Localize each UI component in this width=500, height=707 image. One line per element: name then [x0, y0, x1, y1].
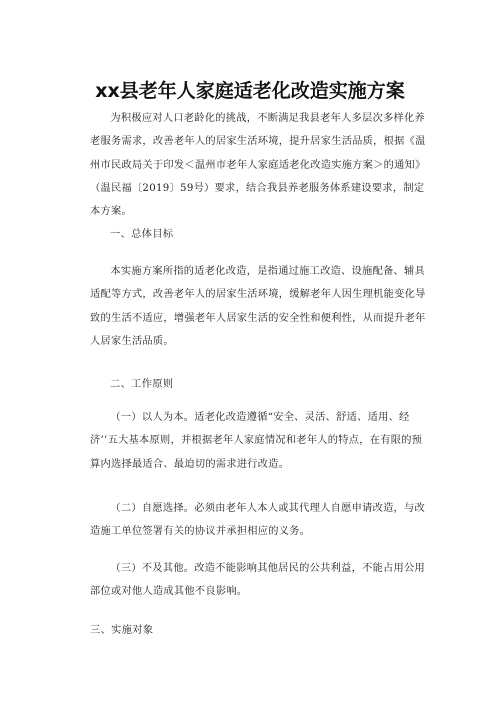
- principle-voluntary: （二）自愿选择。必须由老年人本人或其代理人自愿申请改造，与改造施工单位签署有关的协议并承担相应的义务。: [90, 503, 426, 538]
- principle-people-first: （一）以人为本。适老化改造遵循“安全、灵活、舒适、适用、经济’’五大基本原则，并根据老年人家庭情况和老年人的特点，在有限的预算内选择最适合、最迫切的需求进行改造。: [90, 412, 423, 470]
- section-heading-targets: 三、实施对象: [90, 625, 154, 636]
- document-title: xx县老年人家庭适老化改造实施方案: [95, 80, 405, 102]
- intro-paragraph: 为积极应对人口老龄化的挑战，不断满足我县老年人多层次多样化养老服务需求，改善老年人的居家生活环境，提升居家生活品质，根据《温州市民政局关于印发＜温州市老年人家庭适老化改造实施方案＞的通知》（温民福〔2019〕59号）要求，结合我县养老服务体系建设要求，制定本方案。: [90, 113, 426, 218]
- section-heading-goals: 一、总体目标: [110, 229, 174, 240]
- section-heading-principles: 二、工作原则: [110, 379, 174, 390]
- goals-paragraph: 本实施方案所指的适老化改造，是指通过施工改造、设施配备、辅具适配等方式，改善老年人的居家生活环境，缓解老年人因生理机能变化导致的生活不适应，增强老年人居家生活的安全性和便利性，从而提升老年人居家生活品质。: [90, 266, 426, 347]
- principle-no-harm: （三）不及其他。改造不能影响其他居民的公共利益，不能占用公用部位或对他人造成其他不良影响。: [90, 563, 426, 598]
